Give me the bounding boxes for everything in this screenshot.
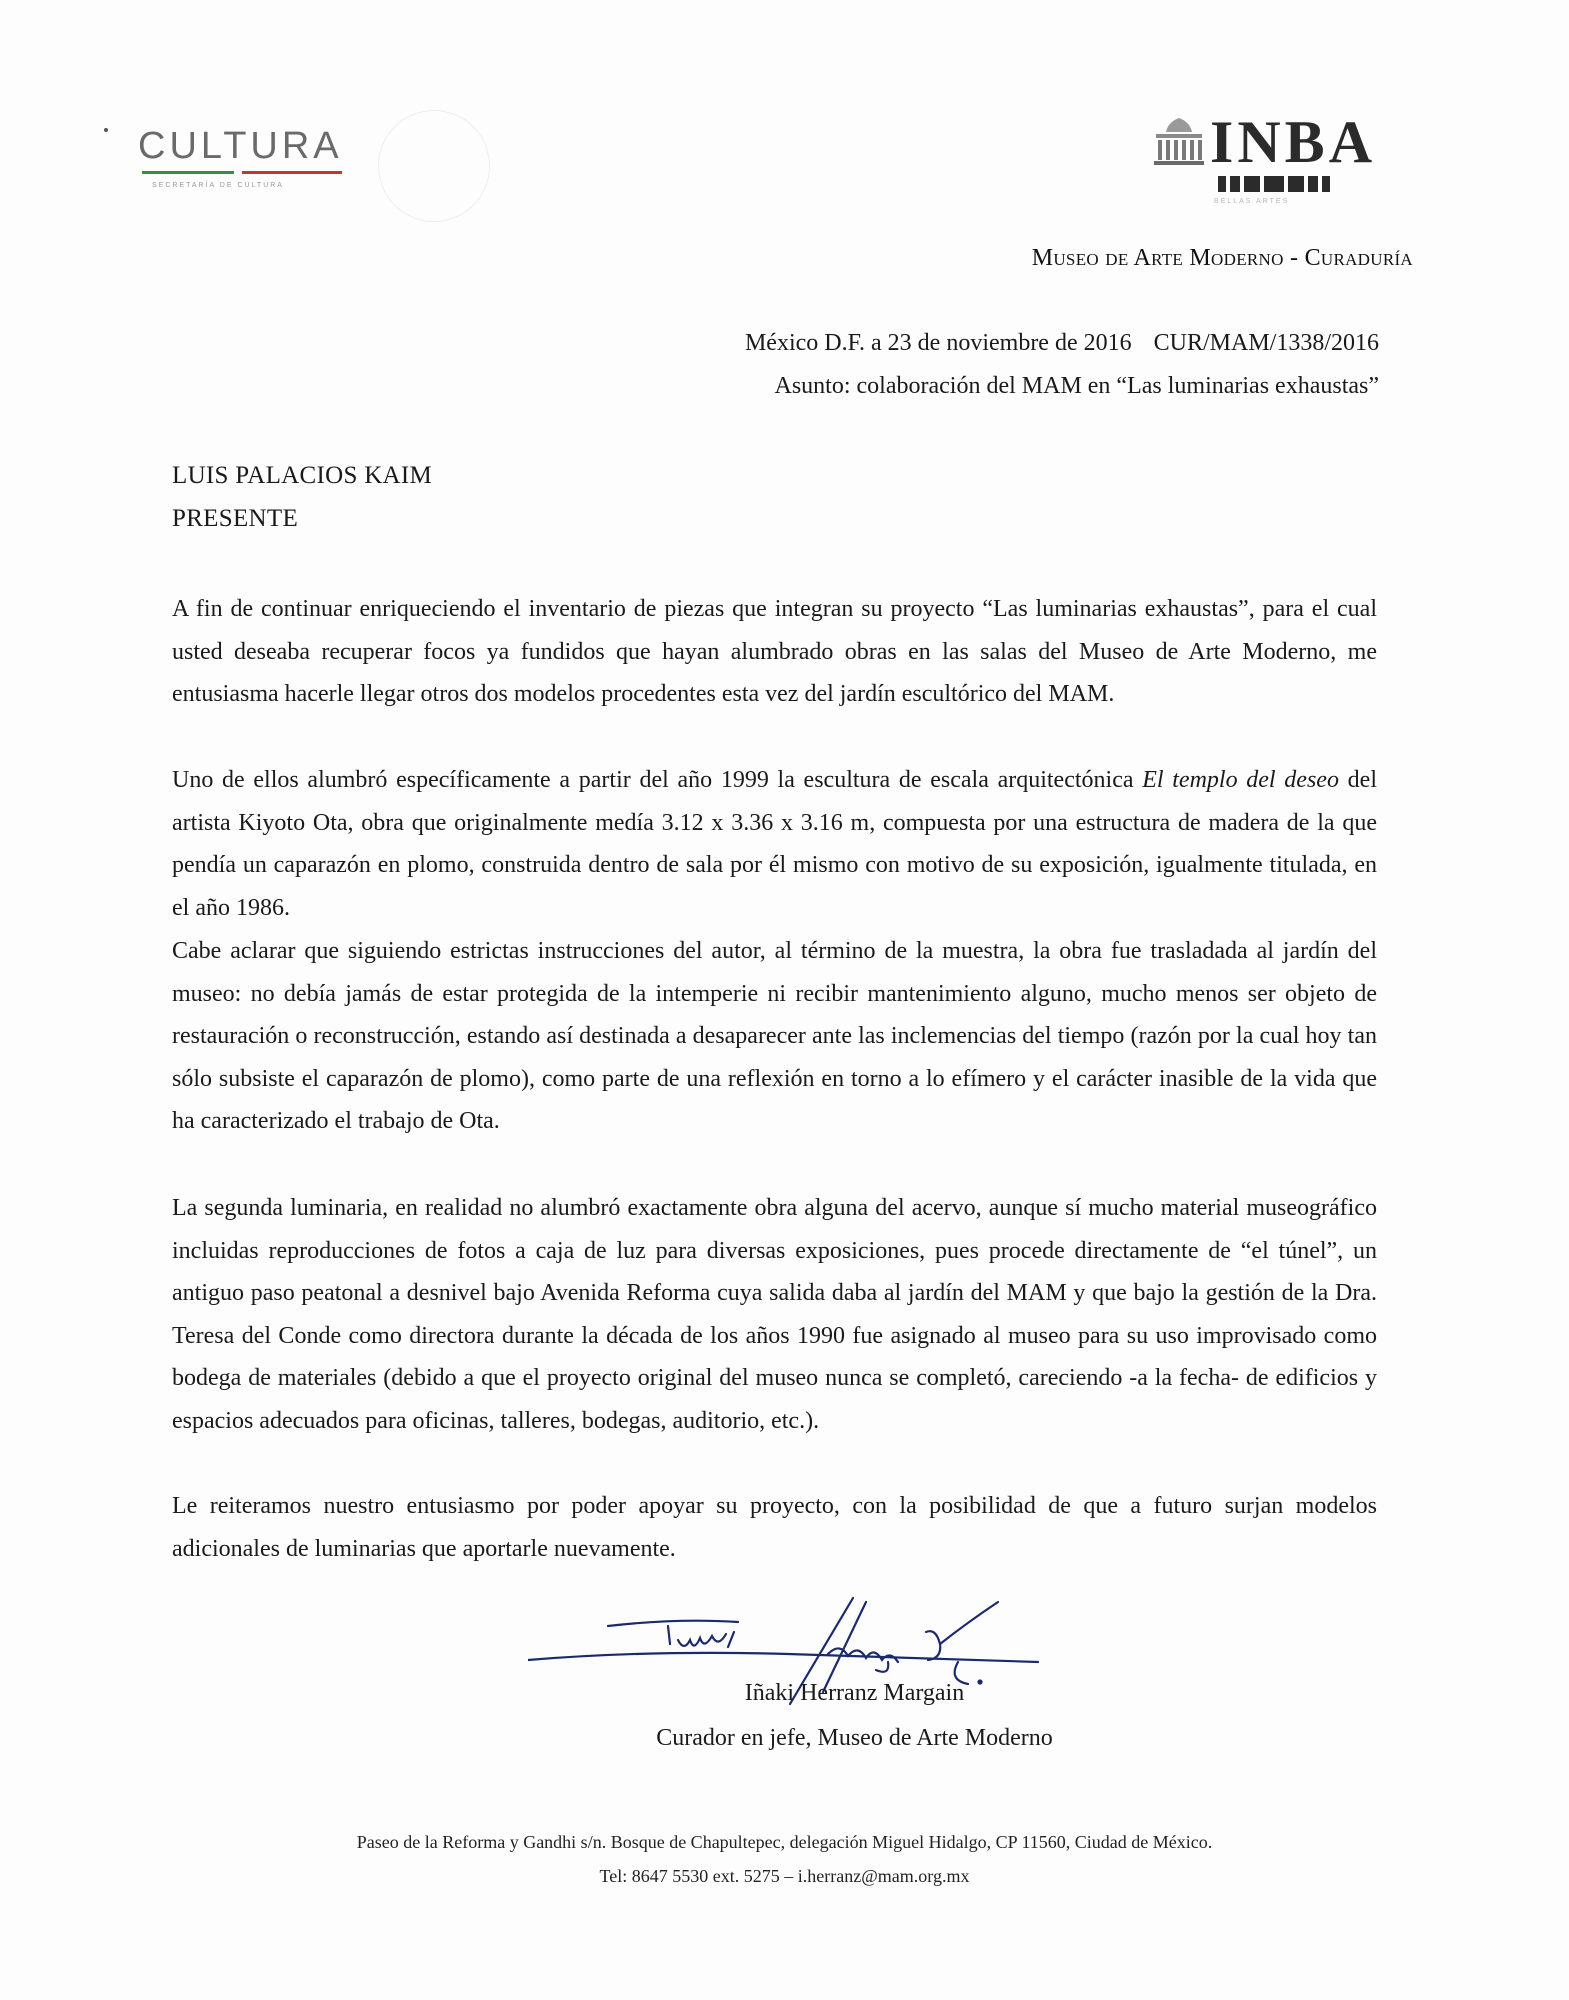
- cultura-logo: [96, 110, 366, 200]
- paragraph-2-text-start: Uno de ellos alumbró específicamente a partir del año 1999 la escultura de escala arquitectónica: [172, 767, 1143, 793]
- inba-logo-text: INBA: [1210, 109, 1377, 175]
- artwork-title: El templo del deseo: [1142, 767, 1339, 793]
- body-paragraph-2: [172, 759, 1377, 929]
- inba-columns-icon: [1218, 174, 1338, 194]
- body-paragraph-4: La segunda luminaria, en realidad no alumbró exactamente obra alguna del acervo, aunque sí mucho material museográfico incluidas reproducciones de fotos a caja de luz para diversas exposiciones, pues procede directamente de “el túnel”, un antiguo paso peatonal a desnivel bajo Avenida Reforma cuya salida daba al jardín del MAM y que bajo la gestión de la Dra. Teresa del Conde como directora durante la década de los años 1990 fue asignado al museo para su uso improvisado como bodega de materiales (debido a que el proyecto original del museo nunca se completó, careciendo -a la fecha- de edificios y espacios adecuados para oficinas, talleres, bodegas, auditorio, etc.).: [172, 1195, 1377, 1434]
- cultura-logo-subtitle: SECRETARÍA DE CULTURA: [152, 182, 284, 189]
- letter-date: México D.F. a 23 de noviembre de 2016: [744, 330, 1132, 356]
- letter-subject: Asunto: colaboración del MAM en “Las luminarias exhaustas”: [774, 373, 1379, 399]
- palacio-bellas-artes-icon: [1150, 116, 1208, 168]
- inba-logo: [1150, 108, 1410, 208]
- signer-name: Iñaki Herranz Margain: [744, 1680, 965, 1706]
- recipient-greeting: PRESENTE: [172, 505, 299, 532]
- footer-contact: Tel: 8647 5530 ext. 5275 – i.herranz@mam.org.mx: [599, 1866, 970, 1886]
- department-heading: Museo de Arte Moderno - Curaduría: [1031, 245, 1413, 271]
- body-paragraph-1: A fin de continuar enriqueciendo el inventario de piezas que integran su proyecto “Las luminarias exhaustas”, para el cual usted deseaba recuperar focos ya fundidos que hayan alumbrado obras en las salas del Museo de Arte Moderno, me entusiasma hacerle llegar otros dos modelos procedentes esta vez del jardín escultórico del MAM.: [172, 596, 1377, 707]
- cultura-logo-text: CULTURA: [138, 125, 343, 167]
- date-reference-line: [745, 330, 1379, 357]
- signer-title: Curador en jefe, Museo de Arte Moderno: [656, 1725, 1053, 1751]
- recipient-name: LUIS PALACIOS KAIM: [172, 462, 433, 489]
- body-paragraph-3: Cabe aclarar que siguiendo estrictas instrucciones del autor, al término de la muestra, la obra fue trasladada al jardín del museo: no debía jamás de estar protegida de la intemperie ni recibir mantenimiento alguno, mucho menos ser objeto de restauración o reconstrucción, estando así destinada a desaparecer ante las inclemencias del tiempo (razón por la cual hoy tan sólo subsiste el caparazón de plomo), como parte de una reflexión en torno a lo efímero y el carácter inasible de la vida que ha caracterizado el trabajo de Ota.: [172, 938, 1377, 1134]
- mexico-seal-watermark-icon: [378, 110, 490, 222]
- letter-reference: CUR/MAM/1338/2016: [1153, 330, 1379, 356]
- paragraph-2-text-end: del artista Kiyoto Ota, obra que originalmente medía 3.12 x 3.36 x 3.16 m, compuesta por una estructura de madera de la que pendía un caparazón en plomo, construida dentro de sala por él mismo con motivo de su exposición, igualmente titulada, en el año 1986.: [172, 767, 1377, 921]
- cultura-underline-icon: [142, 170, 342, 176]
- inba-logo-subtitle: BELLAS ARTES: [1214, 198, 1290, 205]
- body-paragraph-5: Le reiteramos nuestro entusiasmo por poder apoyar su proyecto, con la posibilidad de que a futuro surjan modelos adicionales de luminarias que aportarle nuevamente.: [172, 1493, 1377, 1562]
- logo-dot: [104, 128, 108, 132]
- footer-address: Paseo de la Reforma y Gandhi s/n. Bosque de Chapultepec, delegación Miguel Hidalgo, CP 11560, Ciudad de México.: [356, 1832, 1213, 1852]
